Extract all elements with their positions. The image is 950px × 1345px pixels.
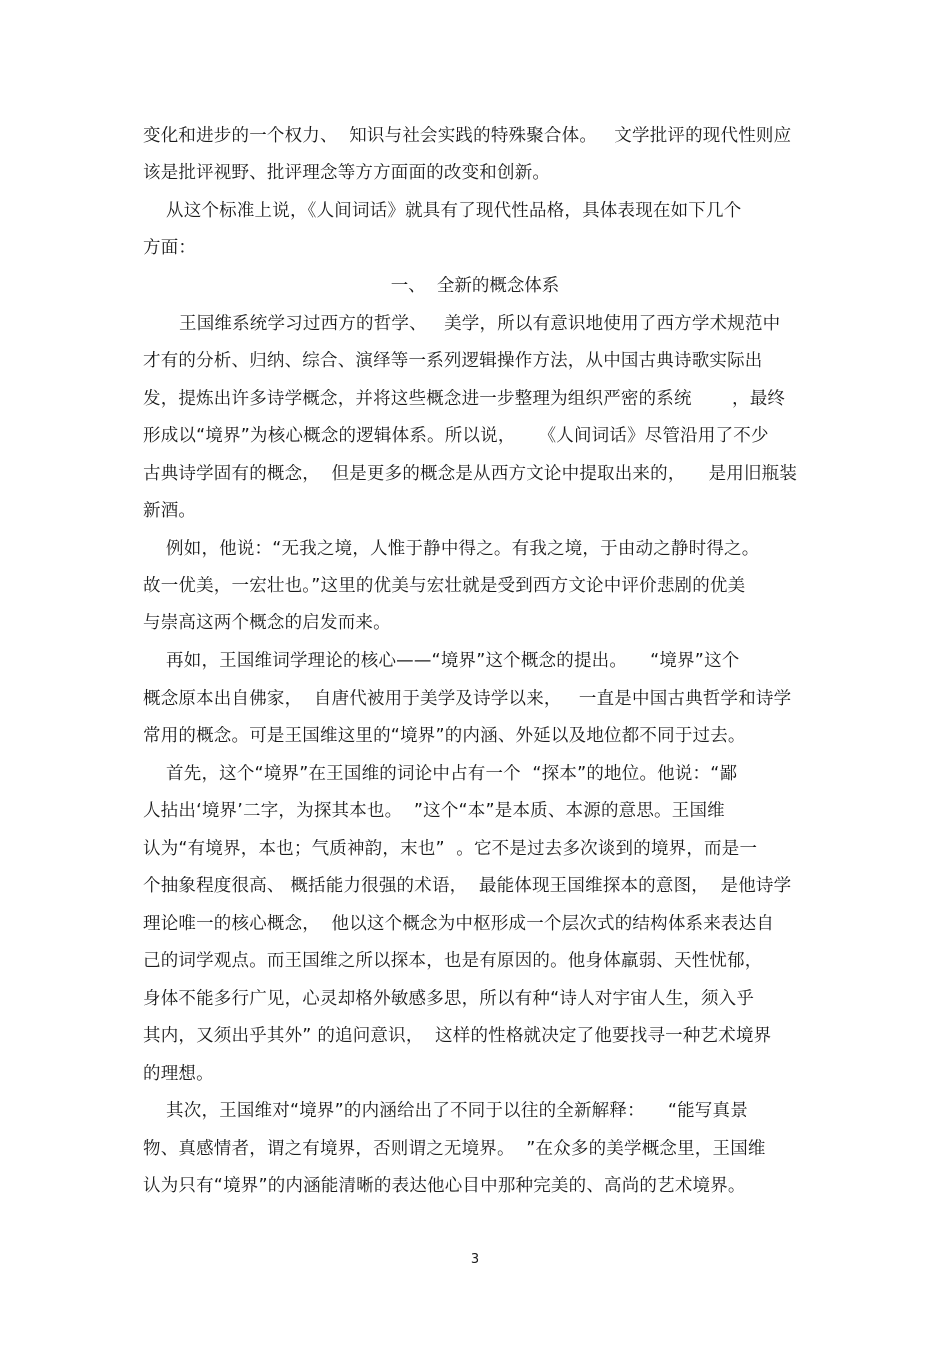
text-line: 认为只有“境界”的内涵能清晰的表达他心目中那种完美的、高尚的艺术境界。 bbox=[143, 1176, 746, 1196]
text-line: 人拈出‘境界’二字，为探其本也。 ”这个“本”是本质、本源的意思。王国维 bbox=[143, 801, 725, 821]
text-line: 认为“有境界，本也；气质神韵，末也” 。它不是过去多次谈到的境界，而是一 bbox=[143, 839, 758, 859]
text-line: 再如，王国维词学理论的核心——“境界”这个概念的提出。 “境界”这个 bbox=[143, 651, 740, 671]
text-line: 故一优美，一宏壮也。”这里的优美与宏壮就是受到西方文论中评价悲剧的优美 bbox=[143, 576, 746, 596]
text-line: 该是批评视野、批评理念等方方面面的改变和创新。 bbox=[143, 163, 551, 183]
text-line: 概念原本出自佛家， 自唐代被用于美学及诗学以来， 一直是中国古典哲学和诗学 bbox=[143, 689, 792, 709]
text-line: 的理想。 bbox=[143, 1064, 214, 1084]
text-line: 方面： bbox=[143, 238, 197, 258]
text-line: 形成以“境界”为核心概念的逻辑体系。所以说， 《人间词话》尽管沿用了不少 bbox=[143, 426, 769, 446]
text-line: 首先，这个“境界”在王国维的词论中占有一个 “探本”的地位。他说：“鄙 bbox=[143, 764, 738, 784]
text-line: 其内，又须出乎其外” 的追问意识， 这样的性格就决定了他要找寻一种艺术境界 bbox=[143, 1026, 772, 1046]
text-line: 理论唯一的核心概念， 他以这个概念为中枢形成一个层次式的结构体系来表达自 bbox=[143, 914, 775, 934]
text-line: 个抽象程度很高、 概括能力很强的术语， 最能体现王国维探本的意图， 是他诗学 bbox=[143, 876, 792, 896]
section-heading: 一、 全新的概念体系 bbox=[390, 276, 560, 296]
text-line: 才有的分析、归纳、综合、演绎等一系列逻辑操作方法，从中国古典诗歌实际出 bbox=[143, 351, 763, 371]
text-line: 常用的概念。可是王国维这里的“境界”的内涵、外延以及地位都不同于过去。 bbox=[143, 726, 746, 746]
text-line: 古典诗学固有的概念， 但是更多的概念是从西方文论中提取出来的， 是用旧瓶装 bbox=[143, 464, 798, 484]
text-line: 例如，他说：“无我之境，人惟于静中得之。有我之境，于由动之静时得之。 bbox=[143, 539, 760, 559]
page-number: 3 bbox=[470, 1252, 480, 1267]
text-line: 己的词学观点。而王国维之所以探本，也是有原因的。他身体羸弱、天性忧郁， bbox=[143, 951, 763, 971]
text-line: 与崇高这两个概念的启发而来。 bbox=[143, 613, 391, 633]
text-line: 其次，王国维对“境界”的内涵给出了不同于以往的全新解释： “能写真景 bbox=[143, 1101, 748, 1121]
text-line: 从这个标准上说，《人间词话》就具有了现代性品格，具体表现在如下几个 bbox=[143, 201, 742, 221]
text-line: 物、真感情者，谓之有境界，否则谓之无境界。 ”在众多的美学概念里，王国维 bbox=[143, 1139, 766, 1159]
text-line: 变化和进步的一个权力、 知识与社会实践的特殊聚合体。 文学批评的现代性则应 bbox=[143, 126, 792, 146]
text-line: 身体不能多行广见，心灵却格外敏感多思，所以有种“诗人对宇宙人生，须入乎 bbox=[143, 989, 755, 1009]
text-line: 新酒。 bbox=[143, 501, 197, 521]
text-line: 王国维系统学习过西方的哲学、 美学，所以有意识地使用了西方学术规范中 bbox=[179, 314, 781, 334]
text-line: 发，提炼出许多诗学概念，并将这些概念进一步整理为组织严密的系统 ，最终 bbox=[143, 389, 786, 409]
